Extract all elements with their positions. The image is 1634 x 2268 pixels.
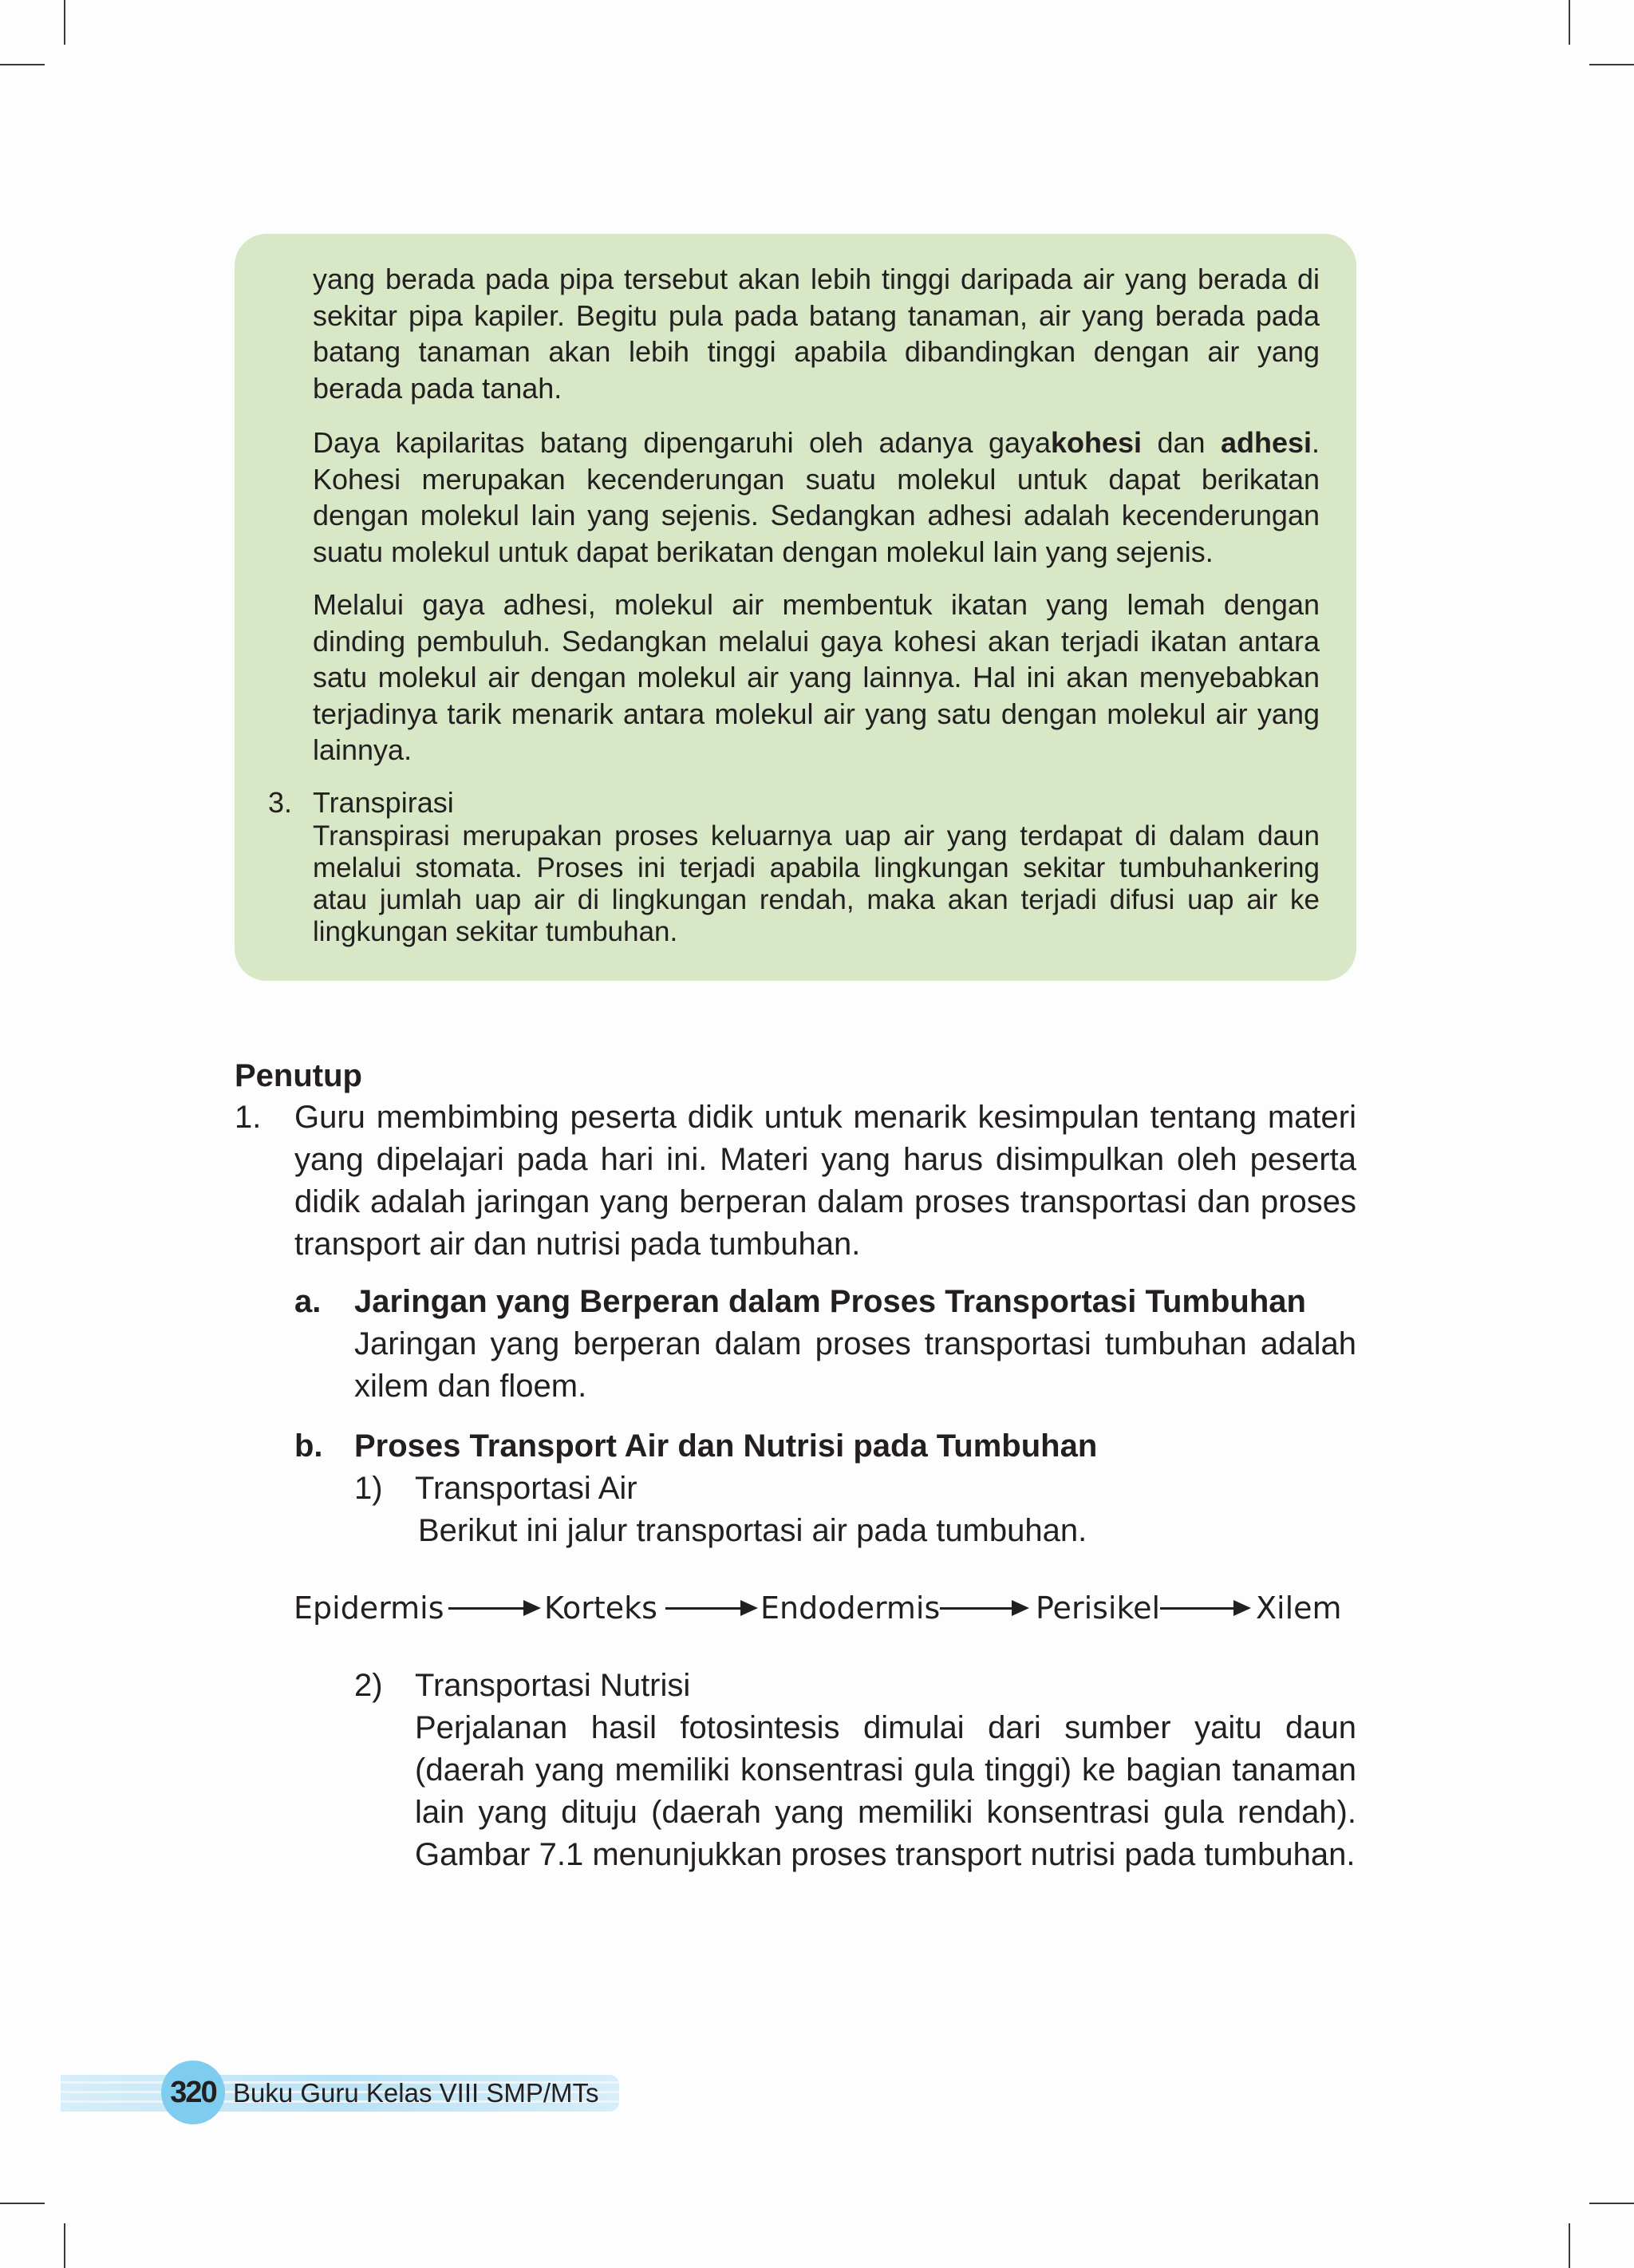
box-paragraph-2-and: dan (1142, 426, 1221, 459)
flow-step-korteks: Korteks (544, 1590, 657, 1626)
list-number: 2) (354, 1668, 383, 1703)
crop-mark (64, 0, 65, 45)
box-paragraph-3: Melalui gaya adhesi, molekul air membentuk ikatan yang lemah dengan dinding pembuluh. Sedangkan melalui gaya kohesi akan terjadi ikatan antara satu molekul air dengan molekul air yang lainnya. Hal ini akan menyebabkan terjadinya tarik menarik antara molekul air yang satu dengan molekul air yang lainnya. (313, 588, 1320, 766)
box-paragraph-2 (313, 425, 1320, 570)
list-number: 3. (268, 786, 293, 819)
transpirasi-body: Transpirasi merupakan proses keluarnya uap air yang terdapat di dalam daun melalui stomata. Proses ini terjadi apabila lingkungan sekitar tumbuhankering atau jumlah uap air di lingkungan rendah, maka akan terjadi difusi uap air ke lingkungan sekitar tumbuhan. (313, 820, 1320, 947)
arrow-right-icon (1160, 1607, 1248, 1610)
sub-text-a: Jaringan yang berperan dalam proses transportasi tumbuhan adalah xilem dan floem. (354, 1326, 1356, 1404)
flow-step-endodermis: Endodermis (760, 1590, 941, 1626)
sub-title-a: Jaringan yang Berperan dalam Proses Transportasi Tumbuhan (354, 1284, 1306, 1319)
list-number: 1. (235, 1100, 262, 1135)
sub-label-b: b. (294, 1428, 323, 1464)
crop-mark (0, 64, 45, 65)
book-title: Buku Guru Kelas VIII SMP/MTs (233, 2078, 599, 2108)
arrow-right-icon (448, 1607, 538, 1610)
crop-mark (1569, 2223, 1570, 2268)
transportasi-air-text: Berikut ini jalur transportasi air pada tumbuhan. (418, 1513, 1087, 1548)
arrow-right-icon (940, 1607, 1026, 1610)
page-number: 320 (170, 2076, 216, 2109)
transportasi-air-title: Transportasi Air (415, 1471, 637, 1506)
arrow-right-icon (665, 1607, 755, 1610)
crop-mark (1589, 2203, 1634, 2204)
list-number: 1) (354, 1471, 383, 1506)
sub-label-a: a. (294, 1284, 322, 1319)
box-paragraph-2-text: Daya kapilaritas batang dipengaruhi oleh adanya gaya (313, 426, 1052, 459)
transpirasi-title: Transpirasi (313, 786, 454, 819)
transportasi-nutrisi-title: Transportasi Nutrisi (415, 1668, 691, 1703)
adhesi-term: adhesi (1220, 426, 1312, 459)
section-heading: Penutup (235, 1058, 362, 1093)
penutup-item-1-text: Guru membimbing peserta didik untuk menarik kesimpulan tentang materi yang dipelajari pada hari ini. Materi yang harus disimpulkan oleh peserta didik adalah jaringan yang berperan dalam proses transportasi dan proses transport air dan nutrisi pada tumbuhan. (294, 1100, 1356, 1262)
kohesi-term: kohesi (1051, 426, 1143, 459)
water-transport-flow (294, 1584, 1347, 1632)
transportasi-nutrisi-text: Perjalanan hasil fotosintesis dimulai dari sumber yaitu daun (daerah yang memiliki konsentrasi gula tinggi) ke bagian tanaman lain yang dituju (daerah yang memiliki konsentrasi gula rendah). Gambar 7.1 menunjukkan proses transport nutrisi pada tumbuhan. (415, 1710, 1356, 1872)
flow-step-xilem: Xilem (1256, 1590, 1342, 1626)
crop-mark (1569, 0, 1570, 45)
box-paragraph-2-rest: . Kohesi merupakan kecenderungan suatu molekul untuk dapat berikatan dengan molekul lain yang sejenis. Sedangkan adhesi adalah kecenderungan suatu molekul untuk dapat berikatan dengan molekul lain yang sejenis. (313, 426, 1320, 568)
crop-mark (0, 2203, 45, 2204)
flow-step-epidermis: Epidermis (294, 1590, 444, 1626)
crop-mark (1589, 64, 1634, 65)
flow-step-perisikel: Perisikel (1036, 1590, 1161, 1626)
sub-title-b: Proses Transport Air dan Nutrisi pada Tumbuhan (354, 1428, 1098, 1464)
box-paragraph-1: yang berada pada pipa tersebut akan lebih tinggi daripada air yang berada di sekitar pipa kapiler. Begitu pula pada batang tanaman, air yang berada pada batang tanaman akan lebih tinggi apabila dibandingkan dengan air yang berada pada tanah. (313, 263, 1320, 405)
crop-mark (64, 2223, 65, 2268)
